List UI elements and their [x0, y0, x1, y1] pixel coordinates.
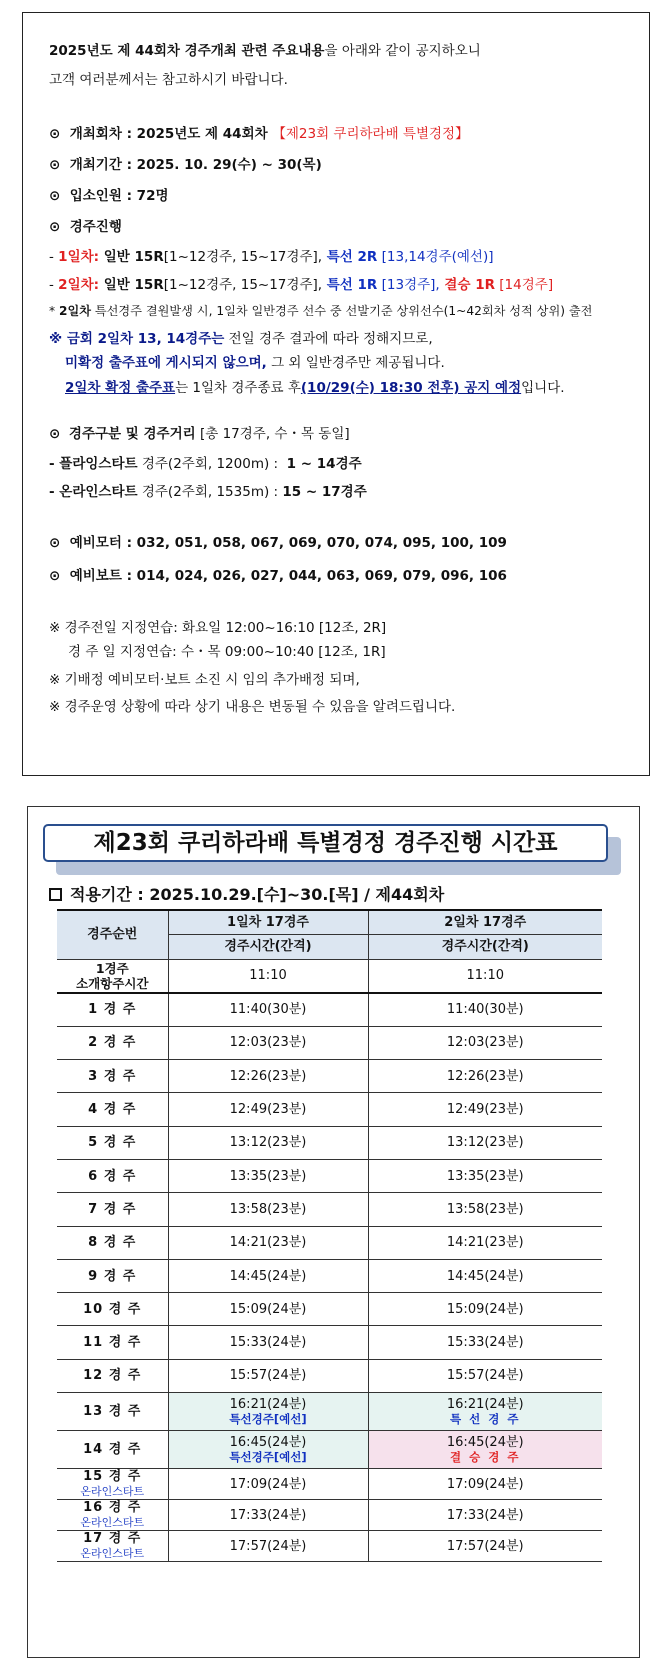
- day1-time: 14:45(24분): [168, 1259, 368, 1292]
- progress-label: 경주진행: [69, 219, 122, 235]
- flying-line: [49, 450, 629, 478]
- online-line: [49, 478, 629, 506]
- bullet-icon: ⊙: [49, 157, 61, 173]
- race-label: 2 경 주: [57, 1026, 168, 1059]
- table-header-row: [57, 910, 602, 934]
- day2-time: 13:35(23분): [368, 1159, 602, 1192]
- day2-time: 15:09(24분): [368, 1293, 602, 1326]
- day2-line: [49, 271, 629, 299]
- race-label: 3 경 주: [57, 1060, 168, 1093]
- progress-line: [49, 212, 629, 243]
- day1-time: 12:26(23분): [168, 1060, 368, 1093]
- period-label: 개최기간 : 2025. 10. 29(수) ~ 30(목): [69, 157, 322, 173]
- substitute-note: [49, 299, 629, 323]
- row13-day1-time: 16:21(24분): [229, 1396, 307, 1412]
- warn-bold: 금회 2일차 13, 14경주는: [66, 331, 225, 347]
- period-text: 적용기간 : 2025.10.29.[수]~30.[목] / 제44회차: [70, 885, 445, 904]
- warn-mark: ※: [49, 331, 67, 347]
- row14-day1-tag: 특선경주[예선]: [229, 1449, 307, 1464]
- warn3-bold: 2일차 확정 출주표: [65, 380, 176, 396]
- day2-label: 2일차:: [58, 277, 100, 293]
- race-label: 5 경 주: [57, 1126, 168, 1159]
- online-start-tag: 온라인스타트: [80, 1485, 145, 1499]
- intro-day1: 11:10: [168, 959, 368, 993]
- warn-line-1: [49, 327, 629, 351]
- schedule-table: [57, 909, 602, 1562]
- distance-detail: [총 17경주, 수・목 동일]: [195, 426, 350, 442]
- entrants-line: [49, 181, 629, 212]
- warn-rest: 전일 경주 결과에 따라 정해지므로,: [224, 331, 433, 347]
- warn-line-2: [49, 351, 629, 375]
- online-range: 15 ~ 17경주: [282, 484, 367, 500]
- session-label: 개최회차 : 2025년도 제 44회차: [69, 126, 268, 142]
- flying-range: 1 ~ 14경주: [286, 456, 362, 472]
- flying-label: - 플라잉스타트: [49, 456, 138, 472]
- race-label: 12 경 주: [57, 1359, 168, 1392]
- table-row-13: [57, 1393, 602, 1431]
- day2-time: 13:58(23분): [368, 1193, 602, 1226]
- day2-time: 17:33(24분): [368, 1500, 602, 1531]
- table-row: [57, 1259, 602, 1292]
- warn-line-3: [49, 375, 629, 401]
- day1-time: 15:09(24분): [168, 1293, 368, 1326]
- boat-label: 예비보트 : 014, 024, 026, 027, 044, 063, 069, 079, 096, 106: [69, 568, 507, 584]
- online-start-tag: 온라인스타트: [80, 1547, 145, 1561]
- schedule-box: [27, 806, 640, 1658]
- day1-time: 17:09(24분): [168, 1469, 368, 1500]
- dash: -: [49, 249, 59, 265]
- table-row: [57, 1531, 602, 1562]
- day1-time: 17:57(24분): [168, 1531, 368, 1562]
- intro-row: [57, 959, 602, 993]
- table-row: [57, 1226, 602, 1259]
- race-label: 7 경 주: [57, 1193, 168, 1226]
- day2-time: 15:33(24분): [368, 1326, 602, 1359]
- day1-time: 12:03(23분): [168, 1026, 368, 1059]
- bullet-icon: ⊙: [49, 568, 61, 584]
- race-label: 6 경 주: [57, 1159, 168, 1192]
- day2-time: 12:03(23분): [368, 1026, 602, 1059]
- warn3-mid: 는 1일차 경주종료 후: [175, 380, 301, 396]
- day1-general-detail: [1~12경주, 15~17경주],: [163, 249, 323, 265]
- session-special: 【제23회 쿠리하라배 특별경정】: [272, 126, 469, 142]
- day2-special-detail: [13경주],: [377, 277, 440, 293]
- day1-time: 15:57(24분): [168, 1359, 368, 1392]
- row14-day1-time: 16:45(24분): [229, 1434, 307, 1450]
- row13-day1-tag: 특선경주[예선]: [229, 1411, 307, 1426]
- day2-time: 15:57(24분): [368, 1359, 602, 1392]
- race-label: 8 경 주: [57, 1226, 168, 1259]
- notice-box: [22, 12, 650, 776]
- table-row: [57, 993, 602, 1026]
- day1-time: 15:33(24분): [168, 1326, 368, 1359]
- day2-time: 14:45(24분): [368, 1259, 602, 1292]
- day2-time: 13:12(23분): [368, 1126, 602, 1159]
- race-label: 4 경 주: [57, 1093, 168, 1126]
- extra-line-1: ※ 기배정 예비모터·보트 소진 시 임의 추가배정 되며,: [49, 672, 360, 688]
- row14-day2-time: 16:45(24분): [446, 1434, 524, 1450]
- table-row: [57, 1026, 602, 1059]
- row13-day2: [368, 1393, 602, 1431]
- race-label: 10 경 주: [57, 1293, 168, 1326]
- distance-line: [49, 419, 629, 450]
- warn3-bold2: (10/29(수) 18:30 전후) 공지 예정: [300, 380, 522, 396]
- day1-special: 특선 2R: [322, 249, 378, 265]
- race-14: 14 경 주: [57, 1431, 168, 1469]
- table-row: [57, 1359, 602, 1392]
- table-row: [57, 1326, 602, 1359]
- warn2-bold: 미확정 출주표에 게시되지 않으며,: [65, 355, 267, 371]
- header-day1: 1일차 17경주: [168, 910, 368, 934]
- motor-label: 예비모터 : 032, 051, 058, 067, 069, 070, 074, 095, 100, 109: [69, 535, 507, 551]
- warn3-end: 입니다.: [521, 380, 565, 396]
- table-row: [57, 1293, 602, 1326]
- intro-label: [57, 959, 168, 993]
- day1-label: 1일차:: [58, 249, 100, 265]
- bullet-icon: ⊙: [49, 126, 61, 142]
- table-row: [57, 1060, 602, 1093]
- intro-label-2: 소개항주시간: [76, 975, 149, 991]
- day2-time: 12:26(23분): [368, 1060, 602, 1093]
- race-label: 1 경 주: [57, 993, 168, 1026]
- table-row: [57, 1193, 602, 1226]
- day2-final-detail: [14경주]: [495, 277, 554, 293]
- star: *: [49, 304, 59, 318]
- day2-special: 특선 1R: [322, 277, 378, 293]
- day1-time: 13:58(23분): [168, 1193, 368, 1226]
- schedule-period: [49, 882, 444, 905]
- row14-day1: [168, 1431, 368, 1469]
- bullet-icon: ⊙: [49, 535, 61, 551]
- intro-label-1: 1경주: [95, 960, 129, 976]
- extra-line-2: ※ 경주운영 상황에 따라 상기 내용은 변동될 수 있음을 알려드립니다.: [49, 699, 456, 715]
- race-number: 15 경 주: [83, 1469, 142, 1485]
- day2-time: 12:49(23분): [368, 1093, 602, 1126]
- period-line: [49, 150, 629, 181]
- race-label: 9 경 주: [57, 1259, 168, 1292]
- day2-time: 11:40(30분): [368, 993, 602, 1026]
- table-row: [57, 1500, 602, 1531]
- row13-day2-time: 16:21(24분): [446, 1396, 524, 1412]
- day1-time: 14:21(23분): [168, 1226, 368, 1259]
- intro-bold: 2025년도 제 44회차 경주개최 관련 주요내용: [49, 43, 325, 59]
- bullet-icon: ⊙: [49, 426, 61, 442]
- table-row: [57, 1093, 602, 1126]
- race-label: [57, 1531, 168, 1562]
- checkbox-square-icon: [49, 888, 62, 901]
- table-row: [57, 1469, 602, 1500]
- session-line: [49, 119, 629, 150]
- online-start-tag: 온라인스타트: [80, 1516, 145, 1530]
- day2-time: 14:21(23분): [368, 1226, 602, 1259]
- boat-line: [49, 561, 629, 592]
- practice-line-2: 경 주 일 지정연습: 수・목 09:00~10:40 [12조, 1R]: [68, 644, 386, 660]
- flying-detail: 경주(2주회, 1200m) :: [137, 456, 279, 472]
- day1-time: 11:40(30분): [168, 993, 368, 1026]
- online-detail: 경주(2주회, 1535m) :: [137, 484, 279, 500]
- row13-day2-tag: 특 선 경 주: [450, 1411, 521, 1426]
- day1-general: 일반 15R: [99, 249, 164, 265]
- race-number: 17 경 주: [83, 1531, 142, 1547]
- table-row: [57, 1159, 602, 1192]
- day1-line: [49, 243, 629, 271]
- intro-rest: 을 아래와 같이 공지하오니: [324, 43, 481, 59]
- note-rest: 특선경주 결원발생 시, 1일차 일반경주 선수 중 선발기준 상위선수(1~42회차 성적 상위) 출전: [91, 304, 593, 318]
- table-row-14: [57, 1431, 602, 1469]
- intro-line-2: 고객 여러분께서는 참고하시기 바랍니다.: [49, 72, 288, 88]
- race-label: [57, 1500, 168, 1531]
- day1-time: 17:33(24분): [168, 1500, 368, 1531]
- bullet-icon: ⊙: [49, 219, 61, 235]
- day2-final: 결승 1R: [439, 277, 495, 293]
- intro-day2: 11:10: [368, 959, 602, 993]
- warn2-rest: 그 외 일반경주만 제공됩니다.: [266, 355, 445, 371]
- subheader-day1: 경주시간(간격): [168, 934, 368, 959]
- day2-general: 일반 15R: [99, 277, 164, 293]
- day1-time: 13:35(23분): [168, 1159, 368, 1192]
- note-bold: 2일차: [58, 304, 91, 318]
- table-row: [57, 1126, 602, 1159]
- race-label: 11 경 주: [57, 1326, 168, 1359]
- practice-line-1: ※ 경주전일 지정연습: 화요일 12:00~16:10 [12조, 2R]: [49, 620, 387, 636]
- day1-special-detail: [13,14경주(예선)]: [377, 249, 494, 265]
- race-label: [57, 1469, 168, 1500]
- day2-time: 17:57(24분): [368, 1531, 602, 1562]
- row14-day2: [368, 1431, 602, 1469]
- intro-line-1: [49, 37, 629, 66]
- motor-line: [49, 528, 629, 559]
- bullet-icon: ⊙: [49, 188, 61, 204]
- header-race: 경주순번: [57, 910, 168, 959]
- race-number: 16 경 주: [83, 1500, 142, 1516]
- day1-time: 13:12(23분): [168, 1126, 368, 1159]
- dash: -: [49, 277, 59, 293]
- race-13: 13 경 주: [57, 1393, 168, 1431]
- day1-time: 12:49(23분): [168, 1093, 368, 1126]
- header-day2: 2일차 17경주: [368, 910, 602, 934]
- row14-day2-tag: 결 승 경 주: [450, 1449, 521, 1464]
- entrants-label: 입소인원 : 72명: [69, 188, 169, 204]
- row13-day1: [168, 1393, 368, 1431]
- day2-time: 17:09(24분): [368, 1469, 602, 1500]
- distance-label: 경주구분 및 경주거리: [68, 426, 196, 442]
- online-label: - 온라인스타트: [49, 484, 138, 500]
- day2-general-detail: [1~12경주, 15~17경주],: [163, 277, 323, 293]
- subheader-day2: 경주시간(간격): [368, 934, 602, 959]
- schedule-title: 제23회 쿠리하라배 특별경정 경주진행 시간표: [43, 824, 608, 862]
